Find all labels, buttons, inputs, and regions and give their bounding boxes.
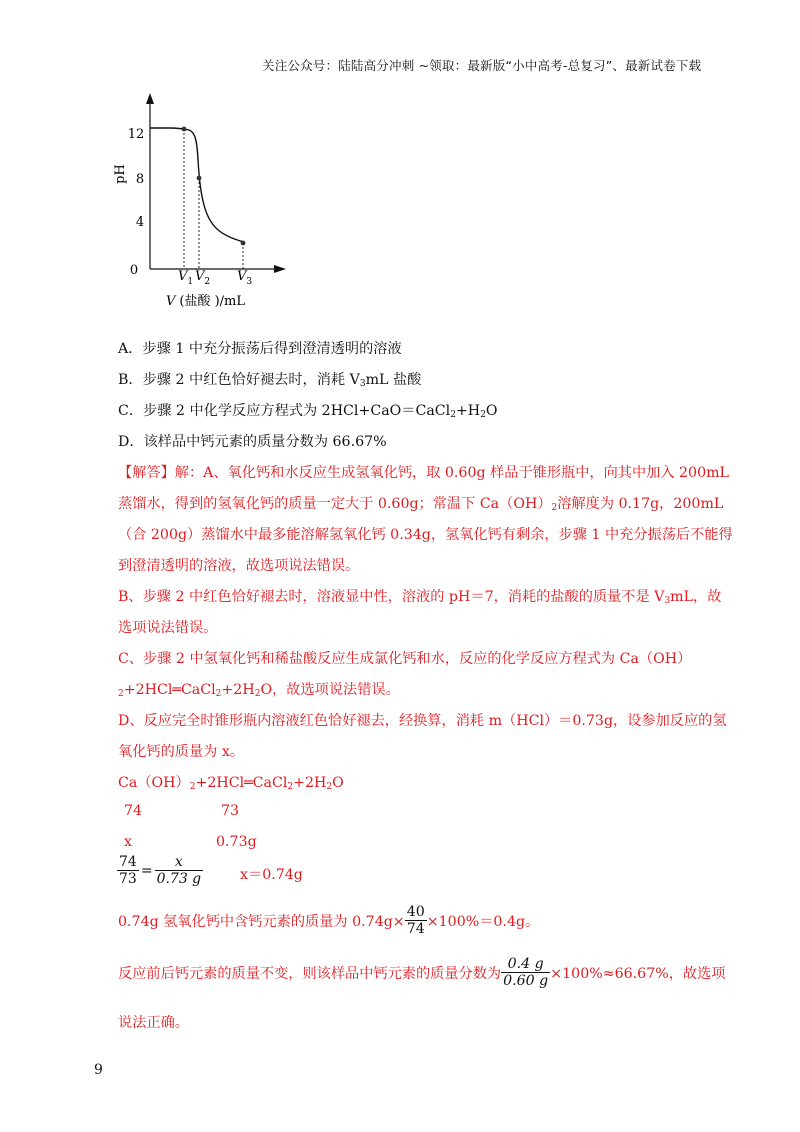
answer-d-line-2: 氧化钙的质量为 x。 bbox=[118, 744, 245, 760]
answer-c-line-2: $_2+2HCl═CaCl_2+2H_2O$，故选项说法错误。 bbox=[118, 682, 400, 699]
variable-x: x bbox=[124, 834, 133, 850]
point-v2 bbox=[197, 176, 202, 181]
ph-titration-chart bbox=[100, 90, 300, 315]
fraction-74-73: $\frac{74}{73}$ bbox=[119, 854, 137, 888]
ph-curve bbox=[150, 128, 244, 242]
x-tick-label-v2: $V_2$ bbox=[195, 269, 211, 287]
fraction-40-74: $\frac{40}{74}$ bbox=[406, 904, 425, 938]
answer-c-line-1: C、步骤 2 中氢氧化钙和稀盐酸反应生成氯化钙和水，反应的化学反应方程式为 Ca（OH） bbox=[118, 651, 692, 667]
reaction-equation: $Ca(OH)_2+2HCl═CaCl_2+2H_2O$ bbox=[118, 775, 344, 792]
x-axis-label: V (盐酸 )/mL bbox=[166, 294, 246, 309]
solution-x: x＝0.74g bbox=[240, 867, 303, 883]
point-v3 bbox=[241, 241, 246, 246]
y-tick-label-4: 4 bbox=[135, 215, 145, 230]
calcium-mass-line: 0.74g 氢氧化钙中含钙元素的质量为 0.74g× $\frac{40}{74}$ ×100%＝0.4g。 bbox=[118, 904, 540, 938]
answer-b-line-2: 选项说法错误。 bbox=[118, 620, 218, 636]
answer-d-line-1: D、反应完全时锥形瓶内溶液红色恰好褪去，经换算，消耗 m（HCl）＝0.73g，设参加反应的氢 bbox=[118, 713, 727, 729]
y-axis-label: pH bbox=[113, 164, 128, 184]
option-d: D．该样品中钙元素的质量分数为 66.67% bbox=[118, 434, 387, 450]
answer-line-1: 【解答】解：A、氧化钙和水反应生成氢氧化钙，取 0.60g 样品于锥形瓶中，向其中加入 200mL bbox=[118, 465, 729, 481]
option-a: A．步骤 1 中充分振荡后得到澄清透明的溶液 bbox=[118, 341, 402, 357]
molar-mass-1: 74 bbox=[124, 803, 143, 819]
variable-hcl-mass: 0.73g bbox=[216, 834, 257, 850]
point-v1 bbox=[182, 127, 187, 132]
fraction-04-060: $\frac{0.4 g}{0.60 g}$ bbox=[503, 956, 549, 990]
page-header: 关注公众号：陆陆高分冲刺 ~领取：最新版“小中高考-总复习”、最新试卷下载 bbox=[262, 58, 702, 73]
answer-line-2: 蒸馏水，得到的氢氧化钙的质量一定大于 0.60g；常温下 $Ca(OH)_2$溶解度为 0.17g，200mL bbox=[118, 496, 724, 513]
molar-mass-2: 73 bbox=[221, 803, 240, 819]
y-axis-arrow bbox=[146, 93, 154, 104]
option-c: C．步骤 2 中化学反应方程式为 $2HCl+CaO=CaCl_2+H_2O$ bbox=[118, 403, 498, 420]
page-number: 9 bbox=[94, 1062, 103, 1078]
x-axis-arrow bbox=[274, 265, 286, 273]
answer-line-3: （合 200g）蒸馏水中最多能溶解氢氧化钙 0.34g，氢氧化钙有剩余，步骤 1 中充分振荡后不能得 bbox=[118, 527, 733, 543]
final-conclusion: 说法正确。 bbox=[118, 1015, 189, 1031]
y-tick-label-12: 12 bbox=[127, 127, 145, 142]
y-tick-label-0: 0 bbox=[129, 263, 139, 278]
proportion-equation: $\frac{74}{73}$ = $\frac{x}{0.73 g}$ bbox=[119, 854, 202, 888]
fraction-x-073: $\frac{x}{0.73 g}$ bbox=[156, 854, 202, 888]
x-tick-label-v3: $V_3$ bbox=[237, 269, 253, 287]
answer-line-4: 到澄清透明的溶液，故选项说法错误。 bbox=[118, 558, 360, 574]
answer-b-line-1: B、步骤 2 中红色恰好褪去时，溶液显中性，溶液的 pH＝7，消耗的盐酸的质量不是 $V_3mL$，故 bbox=[118, 589, 722, 606]
final-calculation-line: 反应前后钙元素的质量不变，则该样品中钙元素的质量分数为 $\frac{0.4 g}{0.60 g}$ ×100%≈66.67%，故选项 bbox=[118, 956, 726, 990]
x-tick-label-v1: $V_1$ bbox=[178, 269, 194, 287]
option-b: B．步骤 2 中红色恰好褪去时，消耗 $V_3mL$ 盐酸 bbox=[118, 372, 422, 389]
y-tick-label-8: 8 bbox=[135, 172, 145, 187]
